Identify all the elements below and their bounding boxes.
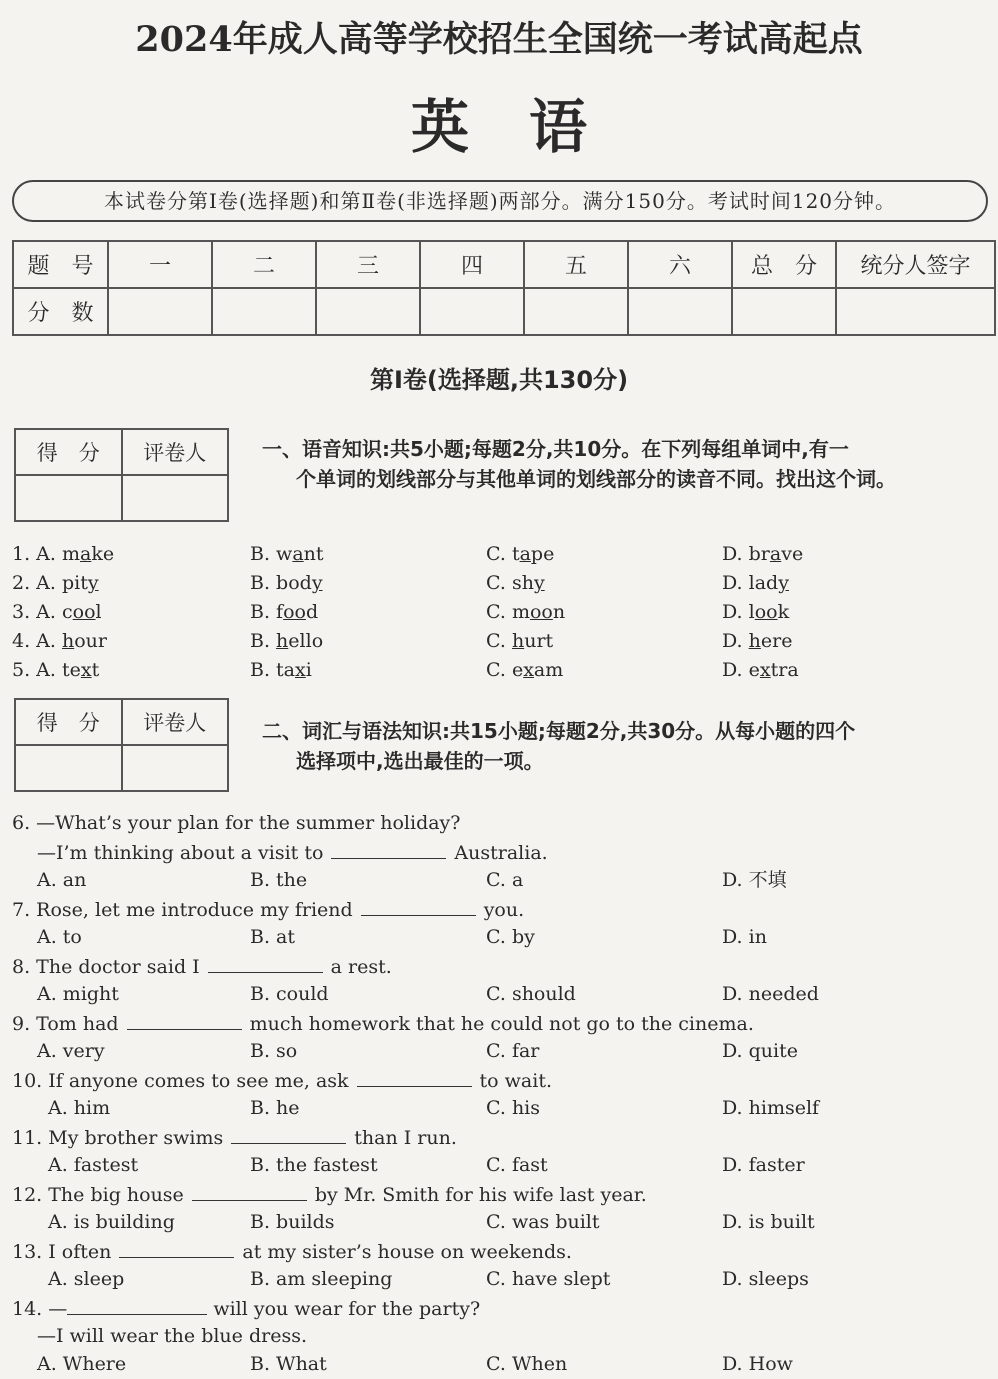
word-part: n — [552, 601, 566, 623]
underlined-letters: oo — [283, 601, 306, 623]
section1-head: 一、语音知识:共5小题;每题2分,共10分。在下列每组单词中,有一 — [262, 437, 849, 461]
question-14 — [0, 1294, 998, 1323]
question-text-part: than I run. — [354, 1127, 457, 1149]
underlined-letters: y — [533, 572, 545, 594]
question-text: 6. —What’s your plan for the summer holiday? — [12, 812, 461, 834]
option-b: B. am sleeping — [250, 1268, 393, 1290]
phonetic-item — [0, 656, 998, 685]
question-8 — [0, 952, 998, 981]
option-a: A. sleep — [48, 1268, 125, 1290]
question-text-part: much homework that he could not go to the cinema. — [249, 1013, 754, 1035]
option-a: A. an — [37, 869, 87, 891]
question-11-options — [0, 1151, 998, 1180]
option-d: D. How — [722, 1353, 793, 1375]
grader-score-label: 得 分 — [15, 429, 122, 475]
question-13 — [0, 1237, 998, 1266]
score-input-cell — [628, 288, 732, 335]
option-c — [486, 540, 554, 569]
question-14-reply — [0, 1322, 998, 1351]
option-a — [12, 569, 99, 598]
question-text — [12, 1294, 480, 1324]
underlined-letters: x — [759, 659, 771, 681]
grader-reviewer-label: 评卷人 — [122, 699, 229, 745]
word-part: D. — [722, 630, 749, 652]
word-part: pe — [530, 543, 555, 565]
question-text — [12, 1123, 457, 1153]
word-part: C. t — [486, 543, 520, 565]
question-14-options — [0, 1350, 998, 1379]
option-d: D. is built — [722, 1211, 815, 1233]
underlined-letters: oo — [529, 601, 553, 623]
score-table-header-row — [13, 241, 995, 288]
underlined-letters: h — [511, 630, 525, 652]
option-d — [722, 540, 803, 569]
option-b: B. he — [250, 1097, 300, 1119]
option-c — [486, 598, 565, 627]
word-part: B. — [250, 630, 277, 652]
option-b: B. the fastest — [250, 1154, 378, 1176]
section2-rest: 选择项中,选出最佳的一项。 — [296, 749, 544, 773]
grader-reviewer-cell — [122, 745, 229, 791]
option-c: C. have slept — [486, 1268, 611, 1290]
word-part: 1. A. — [12, 543, 62, 565]
option-b: B. so — [250, 1040, 298, 1062]
underlined-letters: a — [519, 543, 531, 565]
score-cell: 六 — [628, 241, 732, 288]
option-a: A. fastest — [48, 1154, 139, 1176]
option-b: B. the — [250, 869, 308, 891]
underlined-letters: y — [87, 572, 99, 594]
underlined-letters: oo — [754, 601, 778, 623]
exam-title: 2024年成人高等学校招生全国统一考试高起点 — [135, 19, 863, 60]
option-b — [250, 598, 318, 627]
score-input-cell — [108, 288, 212, 335]
option-b — [250, 540, 324, 569]
grader-box-1 — [14, 428, 229, 522]
score-input-cell — [316, 288, 420, 335]
option-d — [722, 656, 799, 685]
underlined-letters: h — [748, 630, 761, 652]
score-cell: 一 — [108, 241, 212, 288]
score-cell: 二 — [212, 241, 316, 288]
word-part: ve — [781, 543, 804, 565]
option-a: A. very — [37, 1040, 105, 1062]
grader-score-cell — [15, 745, 122, 791]
score-cell: 四 — [420, 241, 524, 288]
option-d: D. 不填 — [722, 869, 787, 891]
grader-box-2 — [14, 698, 229, 792]
underlined-letters: a — [292, 543, 304, 565]
option-c: C. When — [486, 1353, 568, 1375]
question-text-part: at my sister’s house on weekends. — [242, 1241, 572, 1263]
question-text — [12, 1237, 572, 1267]
answer-blank — [331, 838, 446, 859]
answer-blank — [231, 1123, 346, 1144]
question-text-part: 14. — — [12, 1298, 68, 1320]
option-d — [722, 569, 789, 598]
word-part: 3. A. — [12, 601, 62, 623]
question-text-part: to wait. — [479, 1070, 553, 1092]
score-table — [12, 240, 996, 336]
score-cell: 总 分 — [732, 241, 836, 288]
question-text-part: 7. Rose, let me introduce my friend — [12, 899, 353, 921]
section1-instructions — [262, 434, 990, 494]
answer-blank — [192, 1180, 307, 1201]
score-cell: 三 — [316, 241, 420, 288]
phonetic-item — [0, 540, 998, 569]
score-input-cell — [420, 288, 524, 335]
word-part: B. bod — [250, 572, 312, 594]
option-a — [12, 540, 114, 569]
word-part: B. ta — [250, 659, 296, 681]
score-input-cell — [524, 288, 628, 335]
word-part: our — [74, 630, 107, 652]
question-text-part: —I’m thinking about a visit to — [37, 842, 324, 864]
option-d: D. needed — [722, 983, 819, 1005]
score-cell: 五 — [524, 241, 628, 288]
phonetic-item — [0, 569, 998, 598]
phonetic-item — [0, 627, 998, 656]
option-d — [722, 627, 792, 656]
grader-score-label: 得 分 — [15, 699, 122, 745]
question-13-options — [0, 1265, 998, 1294]
score-input-cell — [212, 288, 316, 335]
option-b — [250, 627, 323, 656]
answer-blank — [127, 1009, 242, 1030]
question-12-options — [0, 1208, 998, 1237]
word-part: C. — [486, 630, 512, 652]
word-part: k — [777, 601, 790, 623]
question-7 — [0, 895, 998, 924]
exam-notice: 本试卷分第Ⅰ卷(选择题)和第Ⅱ卷(非选择题)两部分。满分150分。考试时间120分钟。 — [12, 180, 988, 222]
option-c: C. should — [486, 983, 576, 1005]
option-b: B. could — [250, 983, 329, 1005]
option-a — [12, 627, 107, 656]
option-d: D. himself — [722, 1097, 820, 1119]
option-c: C. by — [486, 926, 535, 948]
score-table-value-row — [13, 288, 995, 335]
word-part: ello — [288, 630, 324, 652]
question-6-reply — [0, 838, 998, 867]
option-a — [12, 598, 102, 627]
section2-instructions — [262, 716, 990, 776]
word-part: ere — [760, 630, 793, 652]
option-c — [486, 656, 563, 685]
option-d: D. in — [722, 926, 767, 948]
underlined-letters: a — [80, 543, 92, 565]
question-text-part: 9. Tom had — [12, 1013, 119, 1035]
option-b — [250, 569, 323, 598]
word-part: D. br — [722, 543, 770, 565]
option-b: B. at — [250, 926, 296, 948]
question-text-part: 8. The doctor said I — [12, 956, 200, 978]
score-input-cell — [836, 288, 995, 335]
answer-blank — [357, 1066, 472, 1087]
question-9-options — [0, 1037, 998, 1066]
option-a: A. might — [37, 983, 119, 1005]
question-11 — [0, 1123, 998, 1152]
word-part: D. e — [722, 659, 760, 681]
question-text — [12, 952, 392, 982]
word-part: ke — [91, 543, 115, 565]
option-b: B. What — [250, 1353, 327, 1375]
question-text — [12, 1180, 647, 1210]
word-part: B. f — [250, 601, 284, 623]
question-text — [12, 1066, 552, 1096]
section1-rest: 个单词的划线部分与其他单词的划线部分的读音不同。找出这个词。 — [296, 467, 896, 491]
question-text-part: by Mr. Smith for his wife last year. — [314, 1184, 647, 1206]
option-c: C. far — [486, 1040, 540, 1062]
word-part: 2. A. — [12, 572, 62, 594]
word-part: l — [95, 601, 102, 623]
word-part: D. l — [722, 601, 755, 623]
answer-blank — [119, 1237, 234, 1258]
word-part: am — [533, 659, 564, 681]
option-d — [722, 598, 789, 627]
underlined-letters: h — [276, 630, 289, 652]
word-part: 4. A. — [12, 630, 62, 652]
word-part: 5. A. — [12, 659, 62, 681]
option-d: D. faster — [722, 1154, 805, 1176]
question-text — [12, 1009, 754, 1039]
word-part: C. sh — [486, 572, 534, 594]
word-part: B. w — [250, 543, 293, 565]
question-text-part: a rest. — [330, 956, 392, 978]
option-a: A. to — [37, 926, 82, 948]
option-d: D. sleeps — [722, 1268, 809, 1290]
grader-reviewer-label: 评卷人 — [122, 429, 229, 475]
question-text-part: Australia. — [454, 842, 548, 864]
exam-subject: 英语 — [410, 93, 647, 161]
question-10-options — [0, 1094, 998, 1123]
question-text: —I will wear the blue dress. — [37, 1325, 307, 1347]
word-part: m — [61, 543, 80, 565]
option-c — [486, 627, 553, 656]
question-text-part: 13. I often — [12, 1241, 112, 1263]
score-input-cell — [732, 288, 836, 335]
option-d: D. quite — [722, 1040, 798, 1062]
underlined-letters: h — [61, 630, 75, 652]
word-part: te — [61, 659, 81, 681]
section2-head: 二、词汇与语法知识:共15小题;每题2分,共30分。从每小题的四个 — [262, 719, 856, 743]
option-a: A. Where — [37, 1353, 127, 1375]
question-text — [12, 895, 524, 925]
option-b: B. builds — [250, 1211, 335, 1233]
word-part: D. lad — [722, 572, 779, 594]
word-part: nt — [303, 543, 324, 565]
score-cell: 统分人签字 — [836, 241, 995, 288]
word-part: i — [305, 659, 312, 681]
option-b — [250, 656, 312, 685]
option-c: C. was built — [486, 1211, 600, 1233]
option-c: C. fast — [486, 1154, 548, 1176]
question-text-part: 11. My brother swims — [12, 1127, 224, 1149]
question-6 — [0, 809, 998, 838]
phonetic-item — [0, 598, 998, 627]
grader-reviewer-cell — [122, 475, 229, 521]
word-part: t — [91, 659, 100, 681]
underlined-letters: x — [80, 659, 92, 681]
underlined-letters: x — [523, 659, 534, 681]
option-a: A. is building — [48, 1211, 175, 1233]
option-a: A. him — [48, 1097, 111, 1119]
question-7-options — [0, 923, 998, 952]
word-part: C. m — [486, 601, 530, 623]
word-part: d — [305, 601, 319, 623]
word-part: tra — [770, 659, 799, 681]
underlined-letters: y — [311, 572, 323, 594]
word-part: c — [61, 601, 73, 623]
word-part: C. e — [486, 659, 524, 681]
question-9 — [0, 1009, 998, 1038]
word-part: pit — [61, 572, 88, 594]
part1-title: 第Ⅰ卷(选择题,共130分) — [369, 366, 629, 394]
option-c: C. a — [486, 869, 524, 891]
underlined-letters: oo — [72, 601, 96, 623]
question-10 — [0, 1066, 998, 1095]
question-text-part: 10. If anyone comes to see me, ask — [12, 1070, 349, 1092]
question-6-options — [0, 866, 998, 895]
score-cell: 题 号 — [13, 241, 108, 288]
question-8-options — [0, 980, 998, 1009]
option-a — [12, 656, 99, 685]
option-c: C. his — [486, 1097, 541, 1119]
underlined-letters: x — [295, 659, 306, 681]
word-part: urt — [524, 630, 554, 652]
underlined-letters: a — [769, 543, 782, 565]
question-text-part: will you wear for the party? — [213, 1298, 481, 1320]
question-text-part: 12. The big house — [12, 1184, 184, 1206]
question-text-part: you. — [483, 899, 525, 921]
option-c — [486, 569, 545, 598]
question-text — [37, 838, 548, 868]
grader-score-cell — [15, 475, 122, 521]
question-12 — [0, 1180, 998, 1209]
answer-blank — [361, 895, 476, 916]
underlined-letters: y — [778, 572, 789, 594]
answer-blank — [67, 1294, 207, 1315]
answer-blank — [208, 952, 323, 973]
score-cell: 分 数 — [13, 288, 108, 335]
